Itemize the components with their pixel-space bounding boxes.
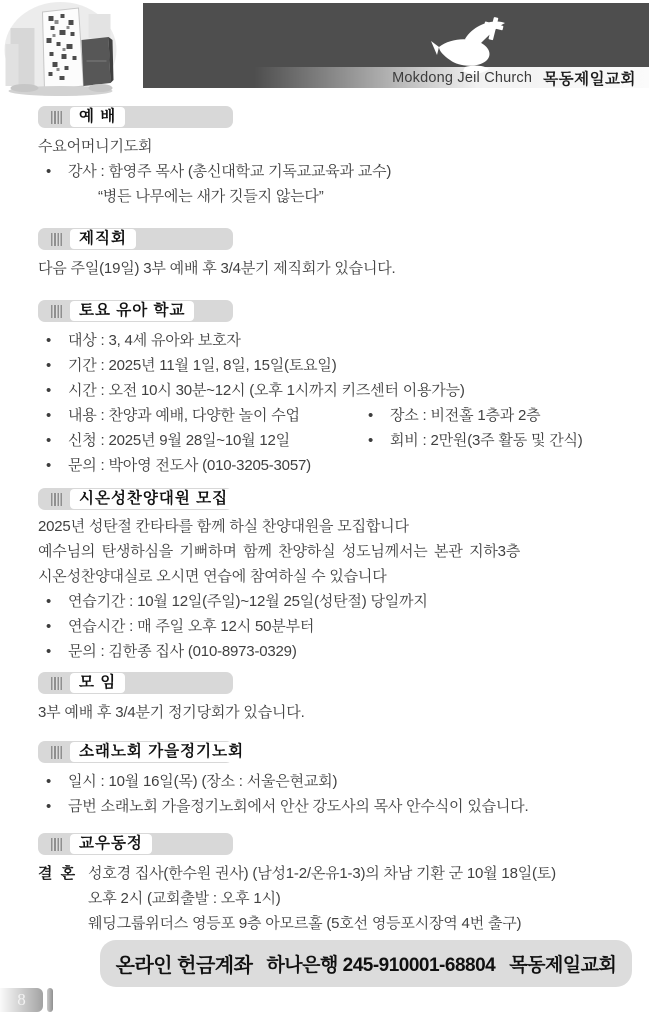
stripes-icon xyxy=(51,305,62,318)
bullet-icon: • xyxy=(46,618,52,635)
list-item-text: 금번 소래노회 가을정기노회에서 안산 강도사의 목사 안수식이 있습니다. xyxy=(68,798,529,815)
list-item xyxy=(360,403,540,428)
bullet-icon: • xyxy=(46,357,52,374)
section-title-presbytery: 소래노회 가을정기노회 xyxy=(70,742,253,762)
section-header-kids-school xyxy=(38,300,233,322)
choir-paragraph: 2025년 성탄절 칸타타를 함께 하실 찬양대원을 모집합니다 xyxy=(38,518,409,535)
section-member-news xyxy=(38,833,613,936)
list-item xyxy=(38,639,613,664)
header-name-strip xyxy=(143,67,649,88)
list-item xyxy=(38,614,613,639)
stripes-icon xyxy=(51,111,62,124)
list-item-text: 신청 : 2025년 9월 28일~10월 12일 xyxy=(68,432,290,449)
page-number-divider xyxy=(47,988,53,1012)
section-meeting xyxy=(38,672,613,725)
section-header-member-news xyxy=(38,833,233,855)
worship-line: 수요어머니기도회 xyxy=(38,138,153,155)
list-item-text: 기간 : 2025년 11월 1일, 8일, 15일(토요일) xyxy=(68,357,337,374)
section-header-choir xyxy=(38,488,233,510)
officers-line: 다음 주일(19일) 3부 예배 후 3/4분기 제직회가 있습니다. xyxy=(38,260,396,277)
member-news-entry xyxy=(38,861,613,936)
list-item-text: 강사 : 함영주 목사 (총신대학교 기독교교육과 교수) xyxy=(68,163,392,180)
account-holder: 목동제일교회 xyxy=(509,955,617,976)
section-header-meeting xyxy=(38,672,233,694)
bullet-icon: • xyxy=(46,457,52,474)
list-two-column-row xyxy=(38,403,613,428)
church-building-photo xyxy=(4,0,118,96)
news-category-label: 결 혼 xyxy=(38,865,78,882)
section-title-meeting: 모 임 xyxy=(70,673,125,693)
section-title-choir: 시온성찬양대원 모집 xyxy=(70,489,237,509)
bulletin-content xyxy=(0,88,649,936)
choir-paragraph: 예수님의 탄생하심을 기뻐하며 함께 찬양하실 성도님께서는 본관 지하3층 xyxy=(38,543,521,560)
list-item xyxy=(38,159,613,184)
meeting-line: 3부 예배 후 3/4분기 정기당회가 있습니다. xyxy=(38,704,305,721)
stripes-icon xyxy=(51,233,62,246)
list-item-text: 회비 : 2만원(3주 활동 및 간식) xyxy=(390,432,583,449)
church-name-ko: 목동제일교회 xyxy=(543,70,636,88)
church-name-en: Mokdong Jeil Church xyxy=(392,69,533,86)
list-item-text: 문의 : 김한종 집사 (010-8973-0329) xyxy=(68,643,297,660)
list-item-text: 내용 : 찬양과 예배, 다양한 놀이 수업 xyxy=(68,407,300,424)
section-header-presbytery xyxy=(38,741,245,763)
section-choir-recruit xyxy=(38,488,613,664)
section-officers-meeting xyxy=(38,228,613,281)
bullet-icon: • xyxy=(46,798,52,815)
list-item-text: 일시 : 10월 16일(목) (장소 : 서울은현교회) xyxy=(68,773,338,790)
section-title-member-news: 교우동정 xyxy=(70,834,152,854)
section-title-kids-school: 토요 유아 학교 xyxy=(70,301,194,321)
section-header-officers xyxy=(38,228,233,250)
news-detail xyxy=(88,861,556,936)
bullet-icon: • xyxy=(46,593,52,610)
list-item xyxy=(38,453,613,478)
bullet-icon: • xyxy=(46,407,52,424)
list-item-text: 장소 : 비전홀 1층과 2층 xyxy=(390,407,541,424)
stripes-icon xyxy=(51,746,62,759)
bullet-icon: • xyxy=(46,163,52,180)
offering-account-banner xyxy=(100,940,632,987)
account-number: 하나은행 245-910001-68804 xyxy=(266,955,496,976)
list-item xyxy=(38,353,613,378)
choir-paragraph: 시온성찬양대실로 오시면 연습에 참여하실 수 있습니다 xyxy=(38,568,387,585)
page-number-badge xyxy=(0,988,43,1012)
bullet-icon: • xyxy=(368,407,374,424)
bullet-icon: • xyxy=(46,432,52,449)
section-presbytery xyxy=(38,741,613,819)
section-title-worship: 예 배 xyxy=(70,107,125,127)
account-banner-title: 온라인 헌금계좌 xyxy=(115,955,253,977)
list-two-column-row xyxy=(38,428,613,453)
list-item xyxy=(38,328,613,353)
list-item-text: 문의 : 박아영 전도사 (010-3205-3057) xyxy=(68,457,311,474)
list-item xyxy=(38,589,613,614)
news-line: 성호경 집사(한수원 권사) (남성1-2/온유1-3)의 차남 기환 군 10월 18일(토) xyxy=(88,865,556,882)
page-header xyxy=(0,0,649,96)
section-worship xyxy=(38,106,613,209)
header-dark-band xyxy=(143,3,649,88)
bullet-icon: • xyxy=(368,432,374,449)
bullet-icon: • xyxy=(46,773,52,790)
bullet-icon: • xyxy=(46,332,52,349)
list-item xyxy=(38,794,613,819)
list-item-text: 시간 : 오전 10시 30분~12시 (오후 1시까지 키즈센터 이용가능) xyxy=(68,382,465,399)
list-item xyxy=(38,378,613,403)
list-item xyxy=(360,428,583,453)
list-item-text: 대상 : 3, 4세 유아와 보호자 xyxy=(68,332,241,349)
list-item-text: 연습시간 : 매 주일 오후 12시 50분부터 xyxy=(68,618,315,635)
list-item xyxy=(38,403,360,428)
stripes-icon xyxy=(51,677,62,690)
section-header-worship xyxy=(38,106,233,128)
news-line: 웨딩그룹위더스 영등포 9층 아모르홀 (5호선 영등포시장역 4번 출구) xyxy=(88,915,522,932)
worship-quote: “병든 나무에는 새가 깃들지 않는다” xyxy=(98,188,324,205)
section-title-officers: 제직회 xyxy=(70,229,136,249)
page-number: 8 xyxy=(17,990,26,1009)
stripes-icon xyxy=(51,838,62,851)
list-item xyxy=(38,769,613,794)
news-line: 오후 2시 (교회출발 : 오후 1시) xyxy=(88,890,281,907)
list-item xyxy=(38,428,360,453)
bullet-icon: • xyxy=(46,643,52,660)
bullet-icon: • xyxy=(46,382,52,399)
section-saturday-kids-school xyxy=(38,300,613,478)
stripes-icon xyxy=(51,493,62,506)
list-item-text: 연습기간 : 10월 12일(주일)~12월 25일(성탄절) 당일까지 xyxy=(68,593,428,610)
